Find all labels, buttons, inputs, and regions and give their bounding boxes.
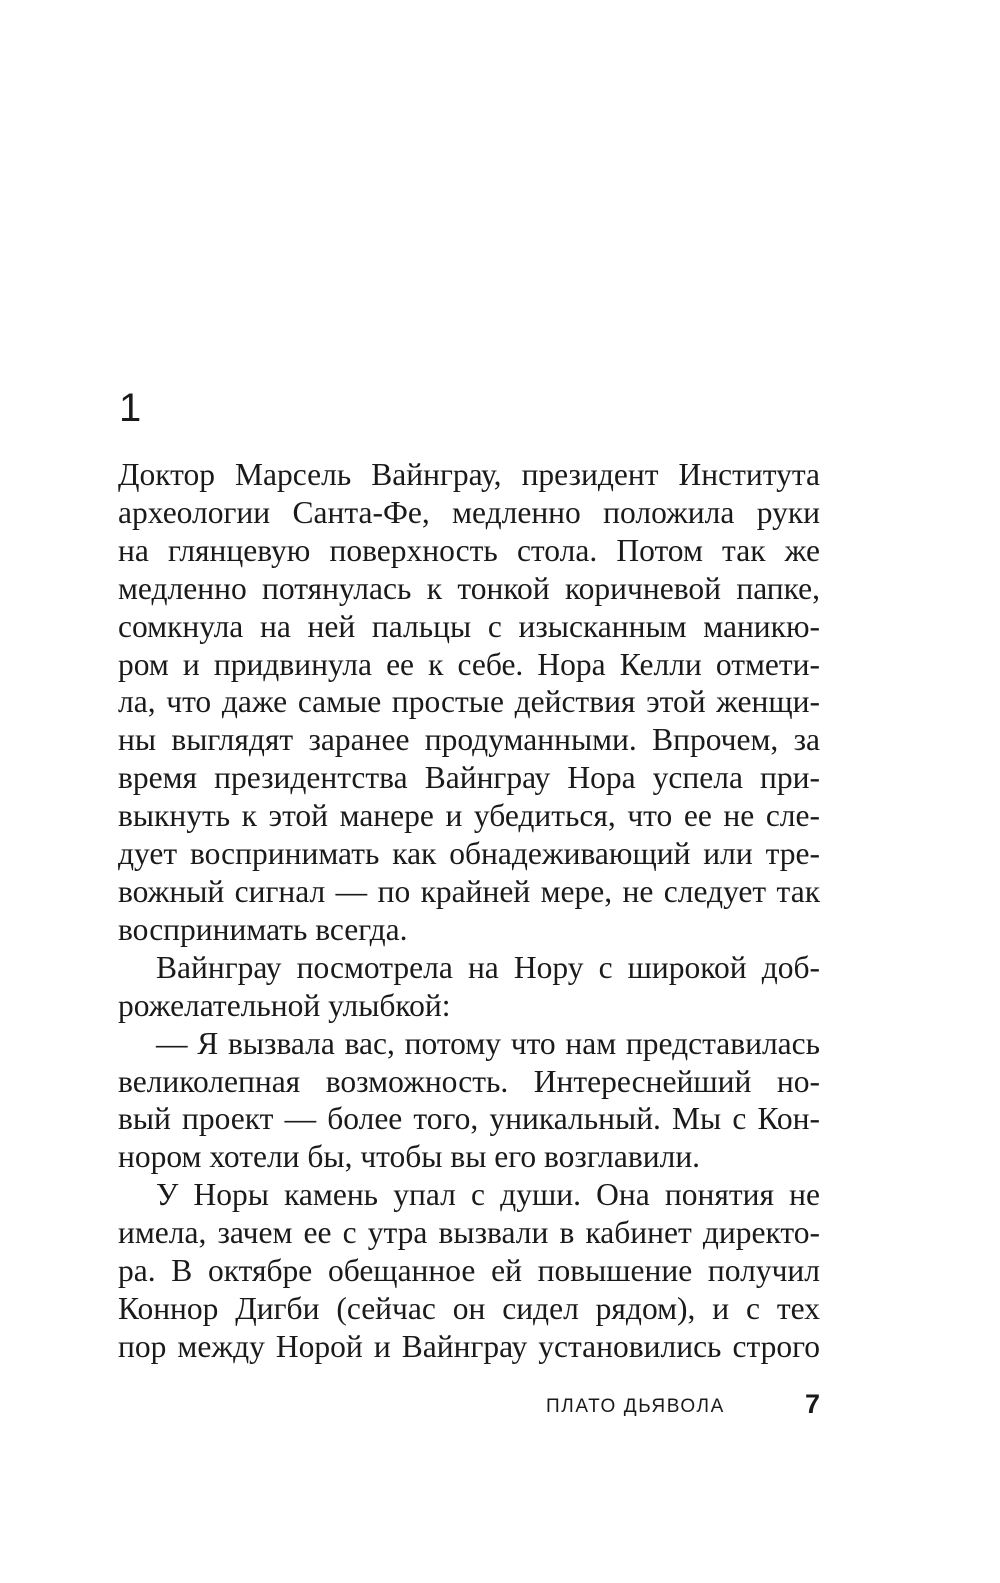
text-line: сомкнула на ней пальцы с изысканным маникю- [118, 608, 820, 644]
text-line: ны выглядят заранее продуманными. Впрочем, за [118, 722, 820, 758]
text-line: нором хотели бы, чтобы вы его возглавили. [118, 1139, 701, 1175]
text-line: время президентства Вайнграу Нора успела при- [118, 760, 820, 796]
paragraph [118, 949, 820, 1025]
text-line: Доктор Марсель Вайнграу, президент Института [118, 457, 820, 492]
text-line: археологии Санта-Фе, медленно положила руки [118, 494, 820, 530]
text-line: — Я вызвала вас, потому что нам представилась [156, 1025, 820, 1061]
text-line: ра. В октябре обещанное ей повышение получил [118, 1253, 820, 1289]
text-line: на глянцевую поверхность стола. Потом так же [118, 532, 820, 568]
text-line: вожный сигнал — по крайней мере, не следует так [118, 873, 820, 909]
text-line: дует воспринимать как обнадеживающий или тре- [118, 836, 820, 872]
text-line: ром и придвинула ее к себе. Нора Келли отмети- [118, 646, 820, 682]
text-line: ла, что даже самые простые действия этой женщи- [118, 684, 820, 720]
text-line: пор между Норой и Вайнграу установились строго [118, 1328, 820, 1364]
text-line: вый проект — более того, уникальный. Мы с Кон- [118, 1101, 820, 1137]
page-number: 7 [804, 1389, 820, 1419]
text-line: воспринимать всегда. [118, 911, 408, 947]
text-line: медленно потянулась к тонкой коричневой папке, [118, 570, 820, 606]
text-line: Коннор Дигби (сейчас он сидел рядом), и с тех [118, 1290, 820, 1326]
text-line: У Норы камень упал с души. Она понятия не [156, 1177, 820, 1213]
text-line: рожелательной улыбкой: [118, 987, 451, 1023]
paragraph [118, 1176, 820, 1366]
text-line: великолепная возможность. Интереснейший но- [118, 1063, 820, 1099]
text-line: выкнуть к этой манере и убедиться, что ее не сле- [118, 798, 820, 834]
running-title: ПЛАТО ДЬЯВОЛА [546, 1396, 725, 1417]
paragraph [118, 1025, 820, 1177]
page-footer [546, 1390, 822, 1420]
body-text [118, 456, 820, 1366]
chapter-number: 1 [119, 386, 142, 430]
text-line: имела, зачем ее с утра вызвали в кабинет директо- [118, 1215, 820, 1251]
paragraph [118, 456, 820, 949]
text-line: Вайнграу посмотрела на Нору с широкой доб- [156, 949, 820, 985]
